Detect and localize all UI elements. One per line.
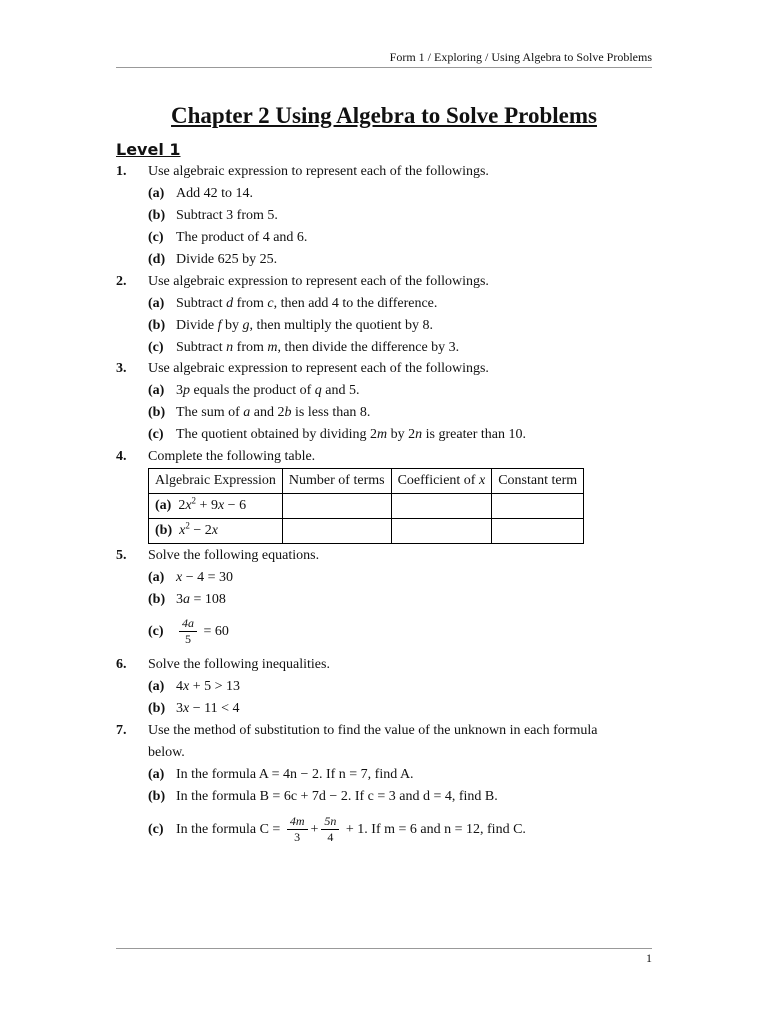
part-text: $\frac{4a}{5}$ = 60 — [176, 614, 229, 650]
question-text: Use algebraic expression to represent each of the followings. — [148, 164, 489, 179]
table-header-cell: Constant term — [492, 469, 584, 494]
fraction: $\frac{4a}{5}$ — [179, 616, 197, 647]
part-label: (d) — [148, 252, 166, 267]
part-text: The quotient obtained by dividing 2m by 2n is greater than 10. — [176, 427, 526, 442]
table-header-cell: Algebraic Expression — [149, 469, 283, 494]
question-number: 5. — [116, 548, 127, 563]
part-text: 3a = 108 — [176, 592, 226, 607]
chapter-title: Chapter 2 Using Algebra to Solve Problems — [171, 103, 597, 128]
header-rule — [116, 67, 652, 68]
answer-table — [148, 468, 584, 544]
table-header-cell: Number of terms — [282, 469, 391, 494]
question-number: 7. — [116, 723, 127, 738]
question-text: Use algebraic expression to represent each of the followings. — [148, 361, 489, 376]
part-label: (b) — [148, 405, 166, 420]
part-label: (a) — [148, 186, 165, 201]
part-text: Subtract d from c, then add 4 to the difference. — [176, 296, 438, 311]
blank-answer-cell[interactable] — [282, 519, 391, 544]
part-text: In the formula B = 6c + 7d − 2. If c = 3 and d = 4, find B. — [176, 789, 498, 804]
part-text: In the formula C = $\frac{4m}{3}$ + $\frac{5n}{4}$ + 1. If m = 6 and n = 12, find C. — [176, 814, 526, 845]
part-text: Add 42 to 14. — [176, 186, 253, 201]
part-text: x − 4 = 30 — [176, 570, 234, 585]
blank-answer-cell[interactable] — [391, 494, 492, 519]
part-label: (a) — [148, 383, 165, 398]
part-label: (a) — [148, 679, 165, 694]
part-text: The product of 4 and 6. — [176, 230, 308, 245]
blank-answer-cell[interactable] — [391, 519, 492, 544]
question-number: 3. — [116, 361, 127, 376]
part-text: In the formula A = 4n − 2. If n = 7, find A. — [176, 767, 414, 782]
part-text: 3x − 11 < 4 — [176, 701, 240, 716]
part-label: (c) — [148, 230, 164, 245]
level-heading: Level 1 — [116, 140, 181, 159]
part-label: (b) — [148, 701, 166, 716]
running-header: Form 1 / Exploring / Using Algebra to Solve Problems — [389, 50, 652, 64]
question-text: Solve the following equations. — [148, 548, 320, 563]
part-label: (a) — [148, 570, 165, 585]
question-number: 2. — [116, 274, 127, 289]
question-number: 6. — [116, 657, 127, 672]
part-text: 4x + 5 > 13 — [176, 679, 241, 694]
fraction: $\frac{4m}{3}$ — [287, 814, 308, 845]
blank-answer-cell[interactable] — [492, 519, 584, 544]
question-text: below. — [148, 745, 185, 760]
part-label: (a) — [148, 767, 165, 782]
expression-cell: (a) $2x^2 + 9x - 6$ — [149, 494, 283, 519]
table-row — [149, 519, 584, 544]
question-text: Use algebraic expression to represent each of the followings. — [148, 274, 489, 289]
part-text: The sum of a and 2b is less than 8. — [176, 405, 371, 420]
part-label: (b) — [148, 592, 166, 607]
part-label: (c) — [148, 822, 164, 837]
question-text: Solve the following inequalities. — [148, 657, 330, 672]
part-label: (c) — [148, 624, 164, 639]
part-text: Subtract n from m, then divide the difference by 3. — [176, 340, 460, 355]
question-text: Use the method of substitution to find the value of the unknown in each formula — [148, 723, 598, 738]
part-text: Divide f by g, then multiply the quotient by 8. — [176, 318, 434, 333]
footer-rule — [116, 948, 652, 949]
question-number: 4. — [116, 449, 127, 464]
part-label: (a) — [148, 296, 165, 311]
page-number: 1 — [646, 951, 652, 965]
table-header-cell: Coefficient of x — [391, 469, 492, 494]
expression-cell: (b) $x^2 - 2x$ — [149, 519, 283, 544]
part-label: (b) — [148, 789, 166, 804]
blank-answer-cell[interactable] — [282, 494, 391, 519]
part-label: (b) — [148, 318, 166, 333]
part-text: Subtract 3 from 5. — [176, 208, 278, 223]
table-header-row — [149, 469, 584, 494]
table-row — [149, 494, 584, 519]
question-number: 1. — [116, 164, 127, 179]
blank-answer-cell[interactable] — [492, 494, 584, 519]
part-label: (b) — [148, 208, 166, 223]
part-text: Divide 625 by 25. — [176, 252, 278, 267]
fraction: $\frac{5n}{4}$ — [321, 814, 339, 845]
part-label: (c) — [148, 427, 164, 442]
part-label: (c) — [148, 340, 164, 355]
question-text: Complete the following table. — [148, 449, 316, 464]
part-text: 3p equals the product of q and 5. — [176, 383, 360, 398]
